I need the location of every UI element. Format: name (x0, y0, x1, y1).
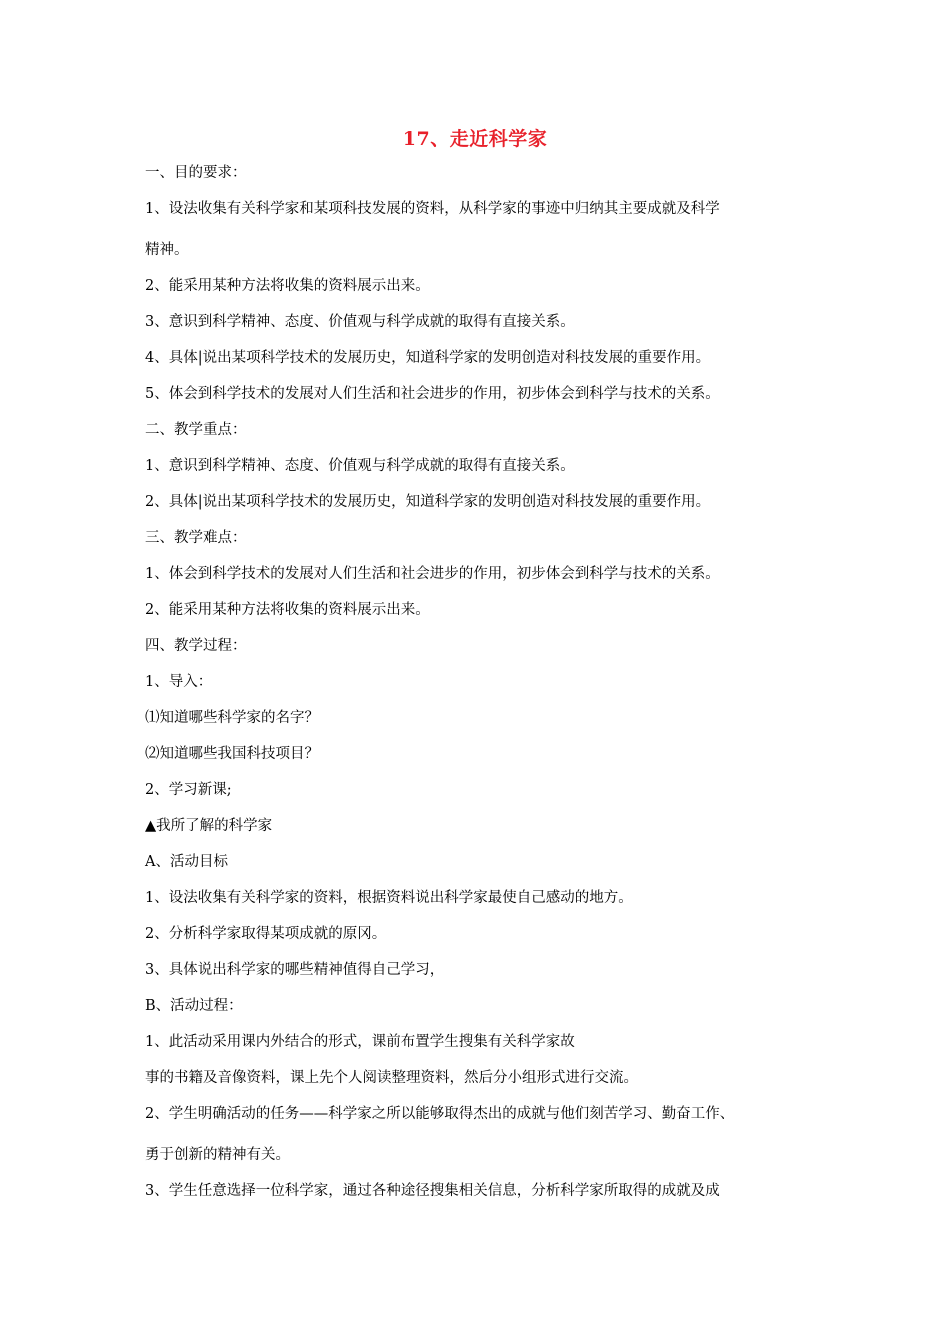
section-heading-objectives: 一、目的要求： (145, 165, 247, 181)
paragraph-line: 精神。 (145, 242, 189, 258)
paragraph-line: 2、具体|说出某项科学技术的发展历史，知道科学家的发明创造对科技发展的重要作用。 (145, 494, 711, 510)
paragraph-line: ⑴知道哪些科学家的名字？ (145, 710, 319, 726)
paragraph-line: 4、具体|说出某项科学技术的发展历史，知道科学家的发明创造对科技发展的重要作用。 (145, 350, 711, 366)
paragraph-line: 5、体会到科学技术的发展对人们生活和社会进步的作用，初步体会到科学与技术的关系。 (145, 386, 720, 402)
section-heading-process: 四、教学过程： (145, 638, 247, 654)
section-heading-difficulties: 三、教学难点： (145, 530, 247, 546)
paragraph-line: 3、具体说出科学家的哪些精神值得自己学习， (145, 962, 445, 978)
paragraph-line: 2、能采用某种方法将收集的资料展示出来。 (145, 602, 430, 618)
paragraph-line: 2、学生明确活动的任务——科学家之所以能够取得杰出的成就与他们刻苦学习、勤奋工作、 (145, 1106, 735, 1122)
paragraph-line: 勇于创新的精神有关。 (145, 1147, 290, 1163)
document-title: 17、走近科学家 (402, 128, 548, 150)
paragraph-line: 事的书籍及音像资料，课上先个人阅读整理资料，然后分小组形式进行交流。 (145, 1070, 638, 1086)
paragraph-line: 2、能采用某种方法将收集的资料展示出来。 (145, 278, 430, 294)
paragraph-line: 1、意识到科学精神、态度、价值观与科学成就的取得有直接关系。 (145, 458, 575, 474)
subsection-heading: ▲我所了解的科学家 (145, 818, 273, 834)
paragraph-line: 3、意识到科学精神、态度、价值观与科学成就的取得有直接关系。 (145, 314, 575, 330)
paragraph-line: A、活动目标 (145, 854, 228, 870)
paragraph-line: 1、设法收集有关科学家的资料，根据资料说出科学家最使自己感动的地方。 (145, 890, 633, 906)
paragraph-line: B、活动过程： (145, 998, 243, 1014)
paragraph-line: 3、学生任意选择一位科学家，通过各种途径搜集相关信息，分析科学家所取得的成就及成 (145, 1183, 720, 1199)
paragraph-line: 1、体会到科学技术的发展对人们生活和社会进步的作用，初步体会到科学与技术的关系。 (145, 566, 720, 582)
paragraph-line: ⑵知道哪些我国科技项目？ (145, 746, 319, 762)
section-heading-key-points: 二、教学重点： (145, 422, 247, 438)
paragraph-line: 2、学习新课; (145, 782, 232, 798)
paragraph-line: 1、导入： (145, 674, 213, 690)
paragraph-line: 1、此活动采用课内外结合的形式，课前布置学生搜集有关科学家故 (145, 1034, 575, 1050)
paragraph-line: 2、分析科学家取得某项成就的原冈。 (145, 926, 387, 942)
paragraph-line: 1、设法收集有关科学家和某项科技发展的资料，从科学家的事迹中归纳其主要成就及科学 (145, 201, 720, 217)
